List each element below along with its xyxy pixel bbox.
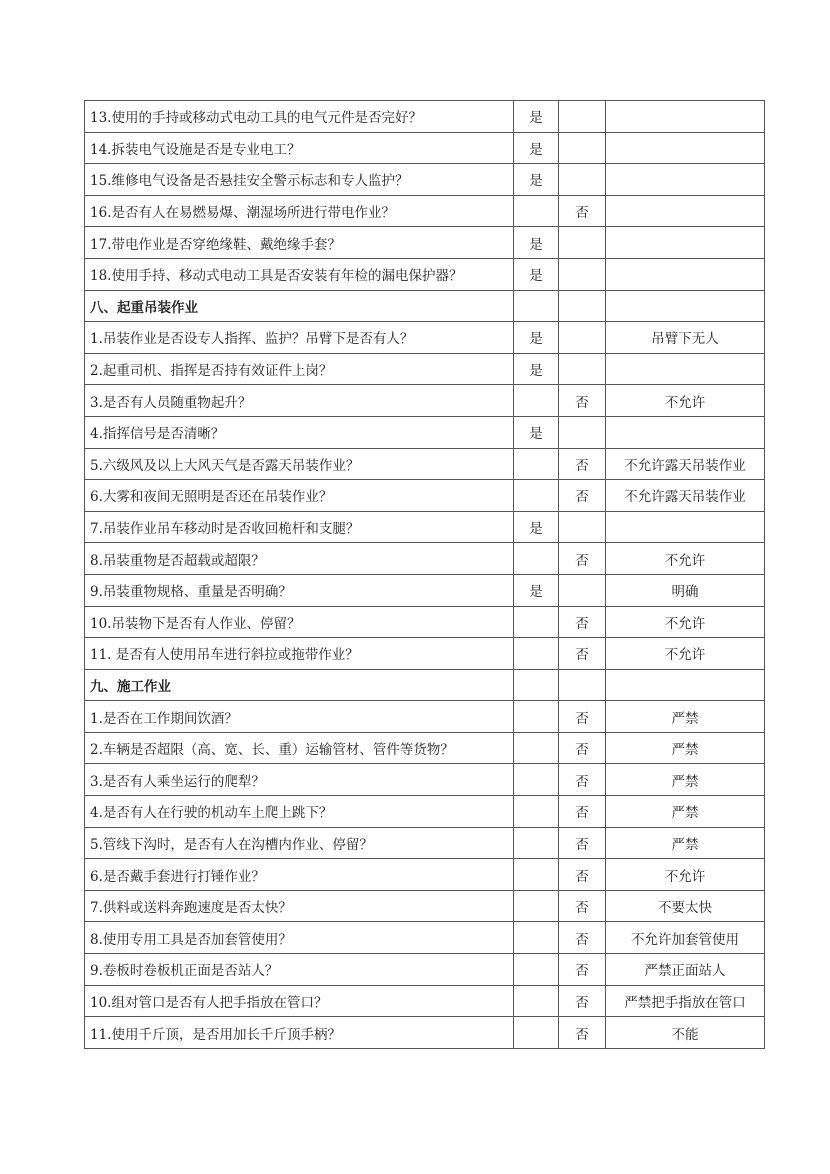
- remark-cell: [606, 290, 765, 322]
- no-cell: 否: [559, 606, 606, 638]
- no-cell: [559, 290, 606, 322]
- item-cell: 13.使用的手持或移动式电动工具的电气元件是否完好？: [85, 101, 514, 133]
- item-cell: 6.是否戴手套进行打锤作业？: [85, 859, 514, 891]
- yes-cell: 是: [514, 322, 559, 354]
- no-cell: 否: [559, 480, 606, 512]
- yes-cell: [514, 480, 559, 512]
- no-cell: [559, 258, 606, 290]
- yes-cell: 是: [514, 258, 559, 290]
- no-cell: 否: [559, 732, 606, 764]
- no-cell: 否: [559, 796, 606, 828]
- remark-cell: 不允许露天吊装作业: [606, 480, 765, 512]
- remark-cell: 不能: [606, 1017, 765, 1049]
- no-cell: [559, 574, 606, 606]
- yes-cell: 是: [514, 353, 559, 385]
- yes-cell: [514, 669, 559, 701]
- item-cell: 5.六级风及以上大风天气是否露天吊装作业？: [85, 448, 514, 480]
- table-row: [85, 195, 765, 227]
- remark-cell: 不允许: [606, 606, 765, 638]
- remark-cell: [606, 227, 765, 259]
- table-row: [85, 985, 765, 1017]
- remark-cell: 不允许: [606, 385, 765, 417]
- table-row: [85, 227, 765, 259]
- no-cell: 否: [559, 954, 606, 986]
- item-cell: 1.吊装作业是否设专人指挥、监护？吊臂下是否有人？: [85, 322, 514, 354]
- remark-cell: [606, 164, 765, 196]
- yes-cell: [514, 827, 559, 859]
- item-cell: 10.吊装物下是否有人作业、停留？: [85, 606, 514, 638]
- remark-cell: 不要太快: [606, 890, 765, 922]
- yes-cell: [514, 890, 559, 922]
- remark-cell: 吊臂下无人: [606, 322, 765, 354]
- table-row: [85, 732, 765, 764]
- remark-cell: 不允许: [606, 638, 765, 670]
- yes-cell: [514, 764, 559, 796]
- item-cell: 9.卷板时卷板机正面是否站人？: [85, 954, 514, 986]
- yes-cell: [514, 985, 559, 1017]
- table-row: [85, 606, 765, 638]
- item-cell: 18.使用手持、移动式电动工具是否安装有年检的漏电保护器？: [85, 258, 514, 290]
- item-cell: 3.是否有人乘坐运行的爬犁？: [85, 764, 514, 796]
- yes-cell: [514, 195, 559, 227]
- table-row: [85, 796, 765, 828]
- remark-cell: 严禁: [606, 827, 765, 859]
- section-header-row: [85, 669, 765, 701]
- yes-cell: [514, 922, 559, 954]
- remark-cell: [606, 132, 765, 164]
- item-cell: 17.带电作业是否穿绝缘鞋、戴绝缘手套？: [85, 227, 514, 259]
- no-cell: 否: [559, 195, 606, 227]
- yes-cell: [514, 701, 559, 733]
- remark-cell: [606, 353, 765, 385]
- no-cell: 否: [559, 701, 606, 733]
- no-cell: 否: [559, 638, 606, 670]
- no-cell: 否: [559, 859, 606, 891]
- table-row: [85, 448, 765, 480]
- yes-cell: [514, 606, 559, 638]
- remark-cell: 明确: [606, 574, 765, 606]
- no-cell: 否: [559, 764, 606, 796]
- no-cell: [559, 132, 606, 164]
- table-row: [85, 416, 765, 448]
- section-header-row: [85, 290, 765, 322]
- table-row: [85, 859, 765, 891]
- yes-cell: 是: [514, 227, 559, 259]
- item-cell: 6.大雾和夜间无照明是否还在吊装作业？: [85, 480, 514, 512]
- table-row: [85, 385, 765, 417]
- remark-cell: 严禁: [606, 701, 765, 733]
- no-cell: [559, 227, 606, 259]
- table-row: [85, 322, 765, 354]
- table-row: [85, 827, 765, 859]
- yes-cell: 是: [514, 511, 559, 543]
- remark-cell: 不允许: [606, 543, 765, 575]
- no-cell: [559, 101, 606, 133]
- no-cell: [559, 164, 606, 196]
- table-row: [85, 1017, 765, 1049]
- no-cell: [559, 416, 606, 448]
- remark-cell: [606, 195, 765, 227]
- remark-cell: [606, 669, 765, 701]
- no-cell: 否: [559, 890, 606, 922]
- table-row: [85, 764, 765, 796]
- table-row: [85, 511, 765, 543]
- no-cell: [559, 322, 606, 354]
- no-cell: [559, 511, 606, 543]
- yes-cell: 是: [514, 574, 559, 606]
- remark-cell: [606, 101, 765, 133]
- item-cell: 2.起重司机、指挥是否持有效证件上岗？: [85, 353, 514, 385]
- item-cell: 8.吊装重物是否超载或超限？: [85, 543, 514, 575]
- yes-cell: [514, 796, 559, 828]
- no-cell: [559, 353, 606, 385]
- safety-checklist-table: [84, 100, 765, 1049]
- remark-cell: 严禁: [606, 764, 765, 796]
- item-cell: 1.是否在工作期间饮酒？: [85, 701, 514, 733]
- remark-cell: 不允许加套管使用: [606, 922, 765, 954]
- remark-cell: [606, 416, 765, 448]
- item-cell: 5.管线下沟时，是否有人在沟槽内作业、停留？: [85, 827, 514, 859]
- table-row: [85, 353, 765, 385]
- item-cell: 8.使用专用工具是否加套管使用？: [85, 922, 514, 954]
- no-cell: 否: [559, 922, 606, 954]
- yes-cell: 是: [514, 164, 559, 196]
- remark-cell: 不允许露天吊装作业: [606, 448, 765, 480]
- item-cell: 7.吊装作业吊车移动时是否收回桅杆和支腿？: [85, 511, 514, 543]
- table-row: [85, 164, 765, 196]
- no-cell: 否: [559, 385, 606, 417]
- no-cell: 否: [559, 985, 606, 1017]
- item-cell: 4.是否有人在行驶的机动车上爬上跳下？: [85, 796, 514, 828]
- item-cell: 3.是否有人员随重物起升？: [85, 385, 514, 417]
- item-cell: 4.指挥信号是否清晰？: [85, 416, 514, 448]
- item-cell: 10.组对管口是否有人把手指放在管口？: [85, 985, 514, 1017]
- no-cell: 否: [559, 1017, 606, 1049]
- yes-cell: [514, 954, 559, 986]
- item-cell: 11.使用千斤顶，是否用加长千斤顶手柄？: [85, 1017, 514, 1049]
- yes-cell: [514, 859, 559, 891]
- table-row: [85, 258, 765, 290]
- remark-cell: 严禁把手指放在管口: [606, 985, 765, 1017]
- yes-cell: 是: [514, 416, 559, 448]
- table-row: [85, 101, 765, 133]
- remark-cell: 不允许: [606, 859, 765, 891]
- yes-cell: 是: [514, 101, 559, 133]
- table-row: [85, 701, 765, 733]
- no-cell: 否: [559, 543, 606, 575]
- item-cell: 2.车辆是否超限（高、宽、长、重）运输管材、管件等货物？: [85, 732, 514, 764]
- item-cell: 7.供料或送料奔跑速度是否太快？: [85, 890, 514, 922]
- item-cell: 9.吊装重物规格、重量是否明确？: [85, 574, 514, 606]
- item-cell: 11. 是否有人使用吊车进行斜拉或拖带作业？: [85, 638, 514, 670]
- item-cell: 九、施工作业: [85, 669, 514, 701]
- item-cell: 15.维修电气设备是否悬挂安全警示标志和专人监护？: [85, 164, 514, 196]
- table-row: [85, 922, 765, 954]
- table-row: [85, 543, 765, 575]
- yes-cell: [514, 543, 559, 575]
- table-row: [85, 132, 765, 164]
- table-row: [85, 480, 765, 512]
- yes-cell: [514, 732, 559, 764]
- item-cell: 16.是否有人在易燃易爆、潮湿场所进行带电作业？: [85, 195, 514, 227]
- table-row: [85, 574, 765, 606]
- yes-cell: [514, 1017, 559, 1049]
- yes-cell: [514, 290, 559, 322]
- no-cell: [559, 669, 606, 701]
- item-cell: 八、起重吊装作业: [85, 290, 514, 322]
- table-row: [85, 890, 765, 922]
- remark-cell: 严禁: [606, 732, 765, 764]
- item-cell: 14.拆装电气设施是否是专业电工？: [85, 132, 514, 164]
- no-cell: 否: [559, 827, 606, 859]
- remark-cell: [606, 511, 765, 543]
- yes-cell: 是: [514, 132, 559, 164]
- remark-cell: 严禁正面站人: [606, 954, 765, 986]
- yes-cell: [514, 448, 559, 480]
- yes-cell: [514, 638, 559, 670]
- no-cell: 否: [559, 448, 606, 480]
- yes-cell: [514, 385, 559, 417]
- remark-cell: 严禁: [606, 796, 765, 828]
- remark-cell: [606, 258, 765, 290]
- checklist-body: [85, 101, 765, 1049]
- table-row: [85, 954, 765, 986]
- table-row: [85, 638, 765, 670]
